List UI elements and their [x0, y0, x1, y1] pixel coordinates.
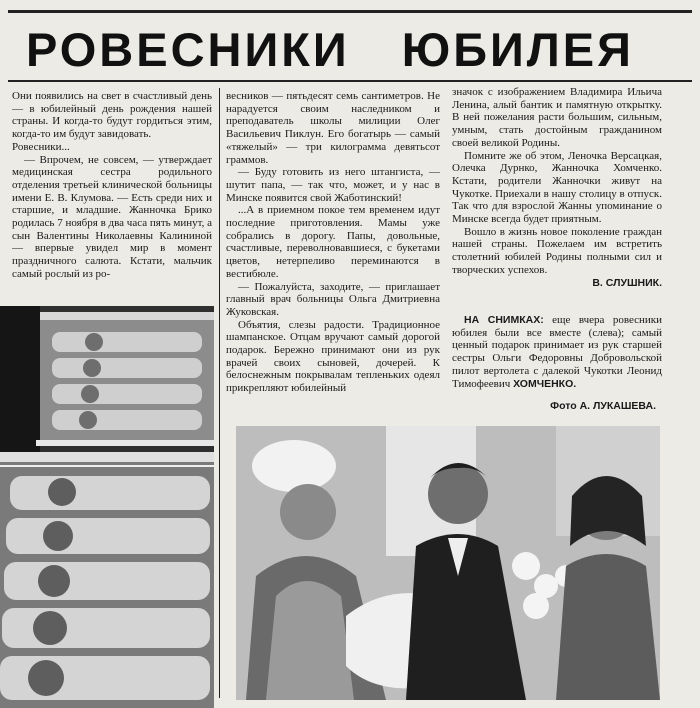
column-divider: [219, 88, 220, 698]
article-column-3: [452, 86, 662, 308]
paragraph: — Впрочем, не совсем, — утверждает медицинская сестра родильного отделения третьей клинической больницы имени Е. В. Клумова. — Есть среди них и старшие, и младшие. Жанночка Брико родилась 7 ноября в два часа пять минут, а сын Валентины Николаевны Калининой — впервые увидел мир в момент праздничного салюта. Кстати, мальчик самый рослый из ро-: [12, 153, 212, 280]
paragraph: ...А в приемном покое тем временем идут последние приготовления. Мамы уже собрались в дорогу. Папы, довольные, счастливые, переволновавшиеся, с букетами цветов, нетерпеливо переминаются в вестибюле.: [226, 204, 440, 280]
newborns-photo-art: [0, 306, 214, 708]
top-rule: [8, 10, 692, 13]
paragraph: Вошло в жизнь новое поколение граждан нашей страны. Пожелаем им встретить столетний юбилей Родины полными сил и творческих успехов.: [452, 225, 662, 276]
headline-rule: [8, 80, 692, 82]
headline: [10, 22, 690, 78]
author-signature: В. СЛУШНИК.: [592, 276, 662, 289]
ceremony-photo: [236, 426, 660, 700]
ceremony-photo-art: [236, 426, 660, 700]
paragraph: Объятия, слезы радости. Традиционное шампанское. Отцам вручают самый дорогой подарок. Бережно принимают они из рук врачей своих сыновей, дочерей. К белоснежным покрывалам тепленьких одеял прикрепляют юбилейный: [226, 318, 440, 395]
headline-word-2: ЮБИЛЕЯ: [401, 23, 634, 76]
paragraph: Они появились на свет в счастливый день — в юбилейный день рождения нашей страны. И когда-то будут гордиться этим, когда-то им будут завидовать.: [12, 90, 212, 141]
paragraph: — Буду готовить из него штангиста, — шутит папа, — так что, может, и у нас в Минске появится свой Жаботинский!: [226, 166, 440, 204]
paragraph: Ровесники...: [12, 140, 70, 153]
paragraph: Помните же об этом, Леночка Версацкая, Олечка Дурнко, Жанночка Хомченко. Кстати, родители Жанночки живут на Чукотке. Приехали в нашу столицу в отпуск. Так что для взрослой Жанны упоминание о Минске всегда будет приятным.: [452, 149, 662, 226]
paragraph: значок с изображением Владимира Ильича Ленина, алый бантик и памятную открытку. В ней пожелания расти большим, сильным, умным, стать достойным гражданином своей великой Родины.: [452, 86, 662, 149]
paragraph: — Пожалуйста, заходите, — приглашает главный врач больницы Ольга Дмитриевна Жуковская.: [226, 280, 440, 318]
article-column-2: [226, 90, 440, 420]
photo-caption: [452, 314, 662, 398]
newborns-photo: [0, 306, 214, 708]
caption-lead: НА СНИМКАХ:: [464, 314, 544, 326]
photo-credit: Фото А. ЛУКАШЕВА.: [550, 400, 656, 412]
caption-text: еще вчера ровесники юбилея были все вместе (слева); самый ценный подарок принимает из рук старшей сестры Ольги Федоровны Добровольской пилот вертолета с далекой Чукотки Леонид Тимофеевич: [452, 314, 662, 390]
paragraph: весников — пятьдесят семь сантиметров. Не нарадуется своим наследником и преподаватель школы милиции Олег Васильевич Пиклун. Его богатырь — самый «тяжелый» — три килограмма девятьсот граммов.: [226, 90, 440, 166]
caption-name: ХОМЧЕНКО.: [513, 377, 577, 390]
headline-word-1: РОВЕСНИКИ: [26, 23, 350, 76]
article-column-1: [12, 90, 212, 304]
